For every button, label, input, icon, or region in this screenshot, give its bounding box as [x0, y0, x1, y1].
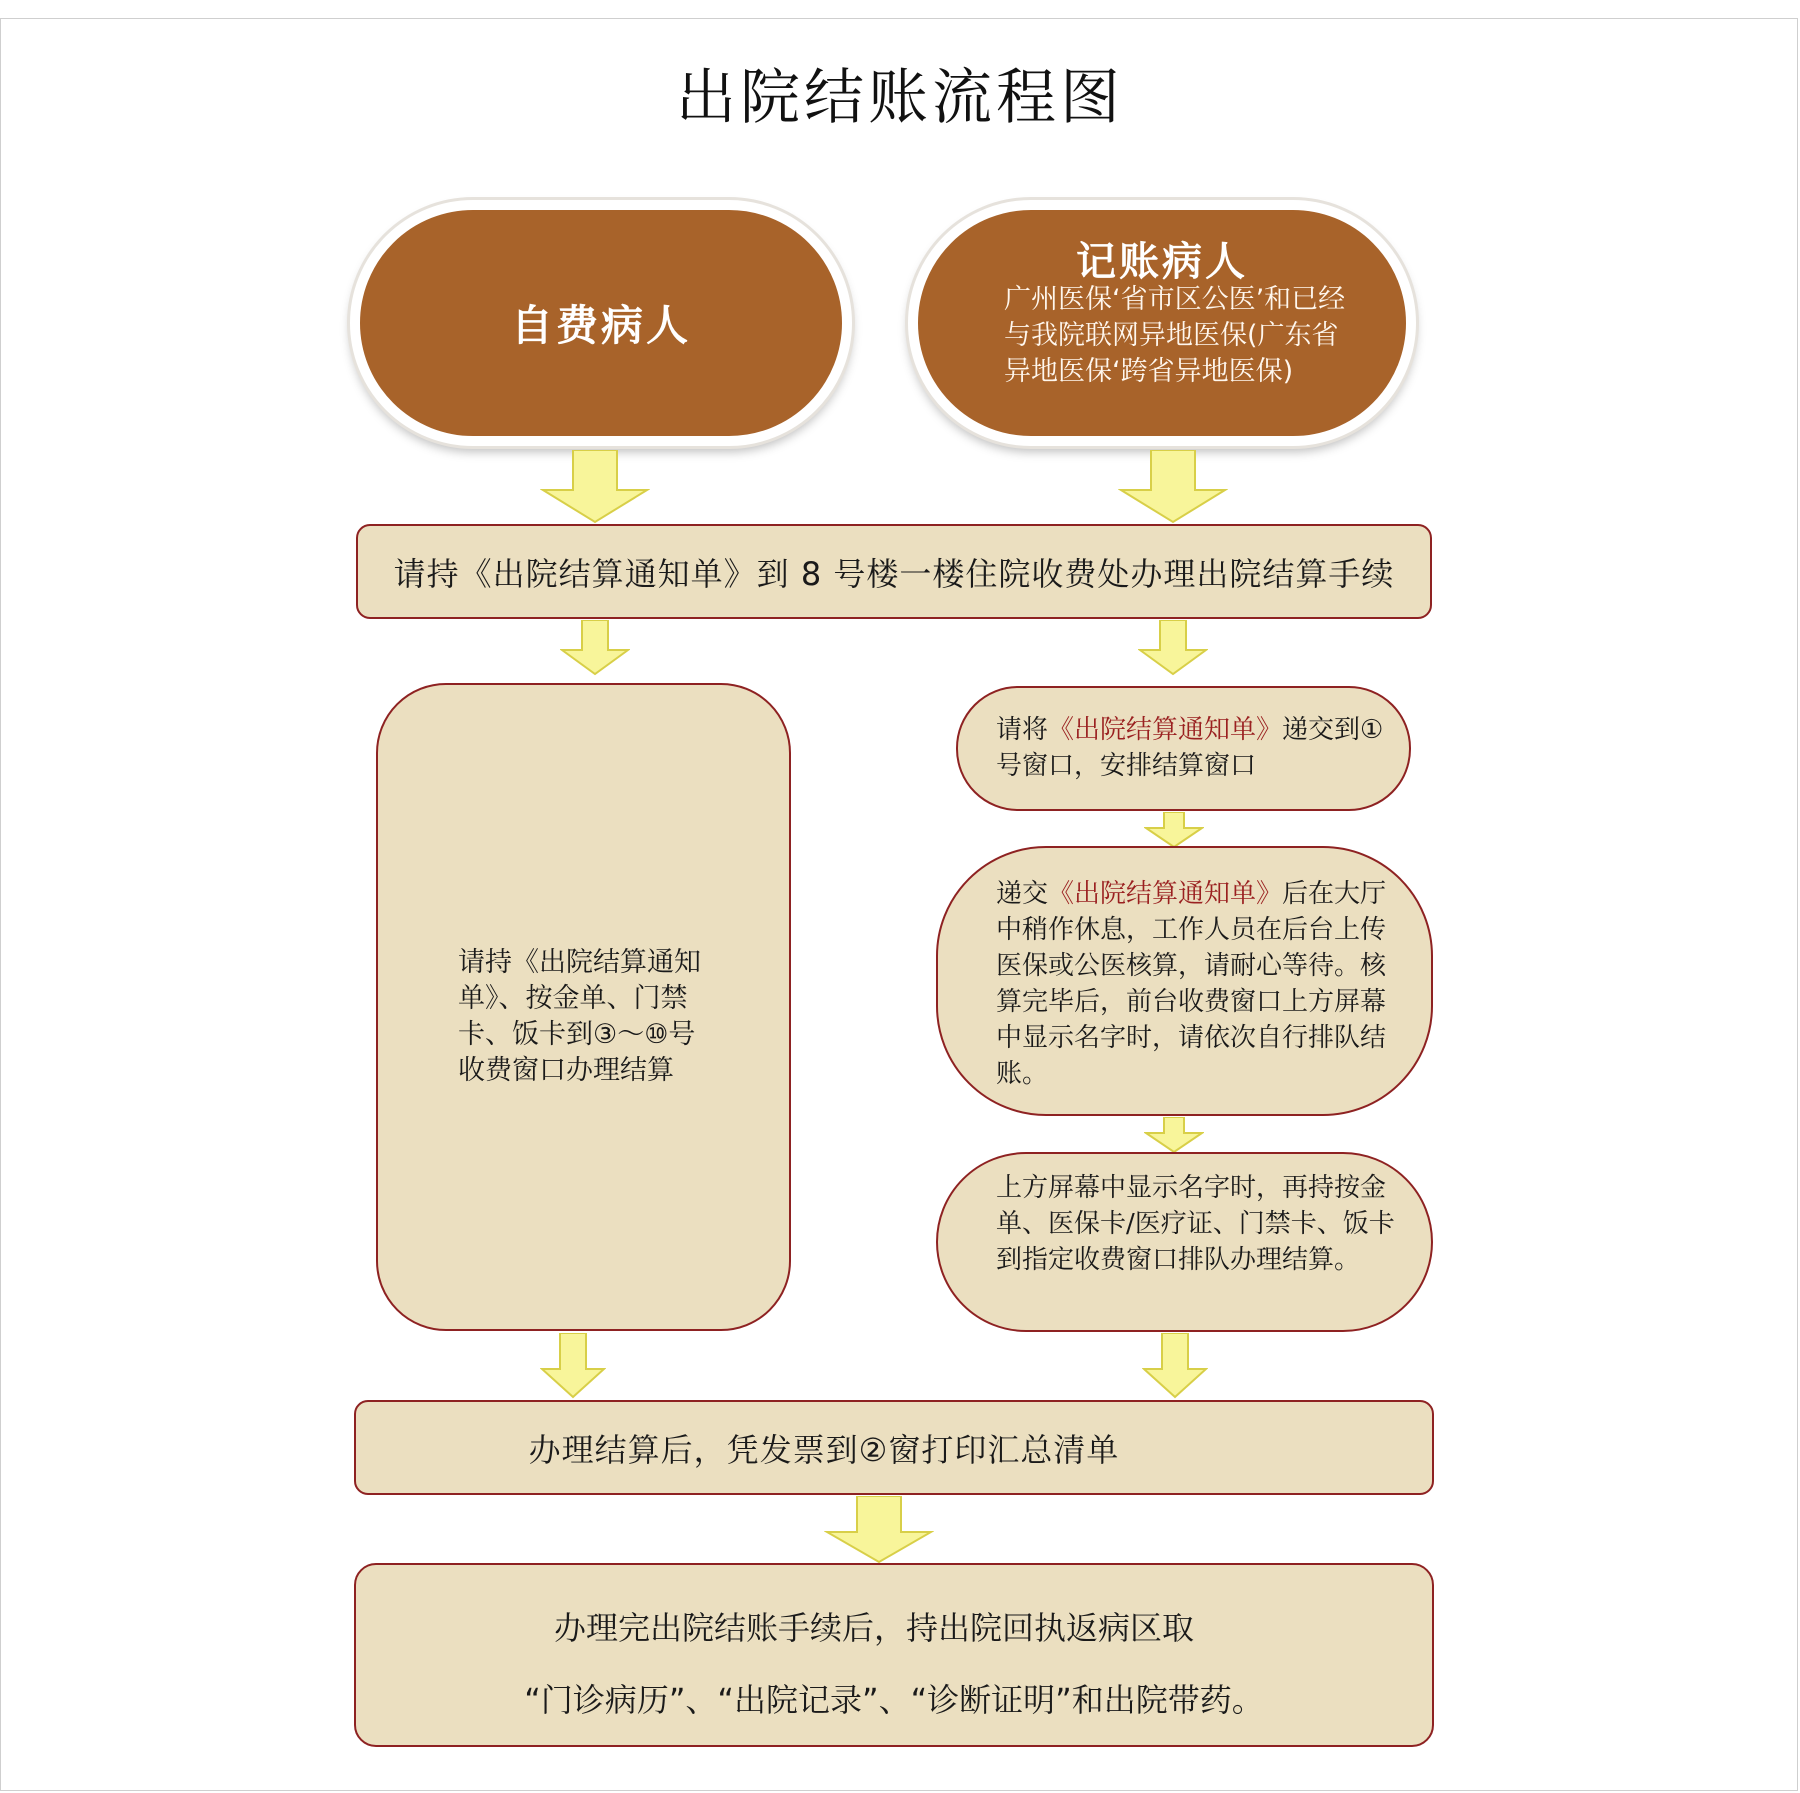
self-pay-step-text: 请持《出院结算通知单》、按金单、门禁卡、饭卡到③～⑩号收费窗口办理结算 [458, 947, 701, 1086]
self-pay-patient-node [350, 200, 852, 446]
insured-patient-node [908, 200, 1416, 446]
step-2-suffix: 后在大厅中稍作休息，工作人员在后台上传医保或公医核算，请耐心等待。核算完毕后，前台收费窗口上方屏幕中显示名字时，请依次自行排队结账。 [996, 879, 1387, 1089]
page-title: 出院结账流程图 [676, 63, 1124, 133]
final-step-box [354, 1563, 1434, 1747]
insured-description: 广州医保‘省市区公医’和已经与我院联网异地医保(广东省异地医保‘跨省异地医保) [1004, 284, 1346, 387]
final-step-line-1-text: 办理完出院结账手续后，持出院回执返病区取 [553, 1609, 1194, 1647]
final-step-line-2: “门诊病历”、“出院记录”、“诊断证明”和出院带药。 [524, 1681, 1264, 1719]
arrow-down-icon [1144, 812, 1204, 848]
insured-step-1-box [956, 686, 1411, 811]
insured-step-2-text [996, 876, 1396, 1092]
step-2-document-name: 《出院结算通知单》 [1048, 879, 1283, 909]
arrow-down-icon [540, 450, 650, 524]
insured-step-3-box [936, 1152, 1433, 1332]
common-step-text: 请持《出院结算通知单》到 8 号楼一楼住院收费处办理出院结算手续 [393, 554, 1395, 593]
step-1-suffix: 递交到①号窗口，安排结算窗口 [996, 715, 1384, 781]
common-step-box [356, 524, 1432, 619]
arrow-down-icon [824, 1496, 934, 1564]
final-step-line-1 [356, 1603, 1432, 1649]
step-1-document-name: 《出院结算通知单》 [1048, 715, 1283, 745]
insured-step-2-box [936, 846, 1433, 1116]
self-pay-step-box [376, 683, 791, 1331]
print-summary-step-box [354, 1400, 1434, 1495]
insured-step-3-text: 上方屏幕中显示名字时，再持按金单、医保卡/医疗证、门禁卡、饭卡到指定收费窗口排队办理结算。 [996, 1173, 1395, 1275]
step-1-prefix: 请将 [996, 715, 1049, 745]
insured-label: 记账病人 [1076, 239, 1248, 285]
arrow-down-icon [1138, 620, 1208, 676]
step-2-prefix: 递交 [996, 879, 1049, 909]
self-pay-label: 自费病人 [510, 301, 691, 350]
print-summary-step-text: 办理结算后，凭发票到②窗打印汇总清单 [528, 1430, 1120, 1469]
arrow-down-icon [1142, 1333, 1208, 1399]
arrow-down-icon [1118, 450, 1228, 524]
arrow-down-icon [1144, 1117, 1204, 1153]
insured-step-1-text [996, 712, 1386, 784]
arrow-down-icon [540, 1333, 606, 1399]
arrow-down-icon [560, 620, 630, 676]
